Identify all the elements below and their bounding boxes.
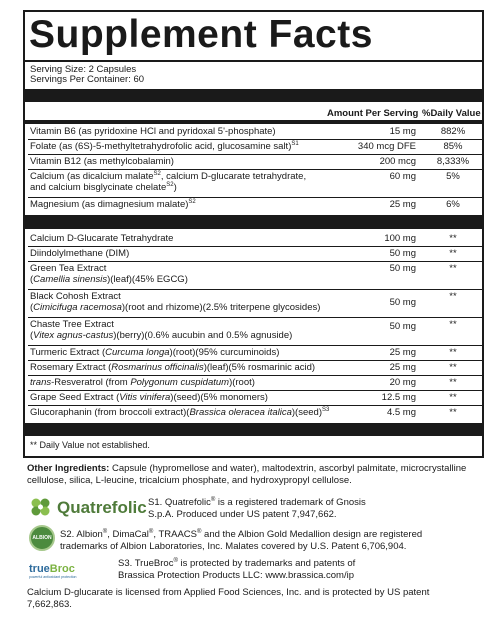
serving-size: Serving Size: 2 Capsules	[30, 64, 137, 75]
nutrient-amount: 60 mg	[389, 171, 416, 182]
title-rule	[25, 60, 482, 62]
nutrient-dv: 882%	[440, 126, 466, 137]
row-divider	[28, 261, 482, 262]
amount-header: Amount Per Serving	[327, 108, 419, 119]
ingredient-dv: **	[449, 248, 457, 259]
thick-rule-mid	[25, 215, 482, 229]
albion-medallion-text: ALBION	[32, 535, 52, 541]
row-divider	[28, 169, 482, 170]
thick-rule-bottom	[25, 423, 482, 436]
ingredient-dv: **	[449, 233, 457, 244]
ingredient-row-black-cohosh	[25, 292, 482, 314]
row-divider	[28, 197, 482, 198]
ingredient-name: Glucoraphanin (from broccoli extract)(Brassica oleracea italica)(seed)$^{S3}$	[30, 406, 330, 418]
nutrient-name: Magnesium (as dimagnesium malate)$^{S2}$	[30, 198, 196, 210]
row-divider	[28, 360, 482, 361]
nutrient-name: Vitamin B12 (as methylcobalamin)	[30, 156, 174, 167]
ingredient-amount: 25 mg	[389, 362, 416, 373]
ingredient-name: Green Tea Extract (Camellia sinensis)(leaf)(45% EGCG)	[30, 263, 188, 285]
ingredient-amount: 50 mg	[389, 321, 416, 332]
ingredient-dv: **	[449, 377, 457, 388]
ingredient-name: Turmeric Extract (Curcuma longa)(root)(95% curcuminoids)	[30, 347, 280, 358]
nutrient-name: Vitamin B6 (as pyridoxine HCl and pyridoxal 5'-phosphate)	[30, 126, 276, 137]
nutrient-dv: 6%	[446, 199, 460, 210]
ingredient-name: Chaste Tree Extract (Vitex agnus-castus)(berry)(0.6% aucubin and 0.5% agnuside)	[30, 319, 293, 341]
ingredient-amount: 4.5 mg	[386, 407, 416, 418]
nutrient-name: Calcium (as dicalcium malate$^{S2}$, calcium D-glucarate tetrahydrate, and calcium bisglycinate chelate$^{S2}$)	[30, 170, 307, 193]
license-note: Calcium D-glucarate is licensed from Applied Food Sciences, Inc. and is protected by US patent 7,662,863.	[27, 587, 430, 610]
ingredient-dv: **	[449, 291, 457, 302]
ingredient-row-chaste-tree	[25, 320, 482, 342]
ingredient-amount: 50 mg	[389, 248, 416, 259]
ingredient-dv: **	[449, 347, 457, 358]
other-ingredients: Other Ingredients: Capsule (hypromellose and water), maltodextrin, ascorbyl palmitate, microcrystalline cellulose, silica, L-leucine, tricalcium phosphate, and hydroxypropyl cellulose.	[27, 463, 467, 486]
row-divider	[28, 375, 482, 376]
quatrefolic-wordmark: Quatrefolic	[57, 498, 147, 517]
row-divider	[28, 154, 482, 155]
ingredient-name: Grape Seed Extract (Vitis vinifera)(seed)(5% monomers)	[30, 392, 268, 403]
ingredient-name: Rosemary Extract (Rosmarinus officinalis)(leaf)(5% rosmarinic acid)	[30, 362, 316, 373]
footnote-s1: S1. Quatrefolic® is a registered trademark of Gnosis S.p.A. Produced under US patent 7,947,662.	[148, 496, 366, 520]
row-divider	[28, 405, 482, 406]
ingredient-dv: **	[449, 319, 457, 330]
ingredient-amount: 50 mg	[389, 263, 416, 274]
footnote-s2: S2. Albion®, DimaCal®, TRAACS® and the Albion Gold Medallion design are registered trademarks of Albion Laboratories, Inc. Malates covered by U.S. Patent 6,706,904.	[60, 528, 423, 552]
thick-rule-top	[25, 89, 482, 102]
truebroc-logo	[29, 563, 109, 581]
ingredient-amount: 100 mg	[384, 233, 416, 244]
nutrient-amount: 15 mg	[389, 126, 416, 137]
ingredient-amount: 25 mg	[389, 347, 416, 358]
ingredient-name: Diindolylmethane (DIM)	[30, 248, 130, 259]
dv-footnote: ** Daily Value not established.	[30, 440, 150, 450]
clover-icon	[29, 497, 53, 517]
truebroc-tagline: powerful antioxidant protection	[29, 575, 77, 579]
ingredient-name: Calcium D-Glucarate Tetrahydrate	[30, 233, 174, 244]
row-divider	[28, 390, 482, 391]
ingredient-row-green-tea	[25, 264, 482, 286]
row-divider	[28, 246, 482, 247]
nutrient-amount: 200 mcg	[379, 156, 416, 167]
dv-header: %Daily Value	[422, 108, 481, 119]
servings-per-container: Servings Per Container: 60	[30, 74, 145, 85]
footnote-s3: S3. TrueBroc® is protected by trademarks and patents of Brassica Protection Products LLC: www.brassica.com/ip	[118, 557, 356, 581]
row-divider	[28, 345, 482, 346]
ingredient-amount: 50 mg	[389, 297, 416, 308]
truebroc-wordmark: trueBroc	[29, 563, 75, 575]
panel-title: Supplement Facts	[29, 13, 373, 56]
ingredient-dv: **	[449, 392, 457, 403]
albion-medallion-logo	[29, 525, 55, 551]
ingredient-dv: **	[449, 407, 457, 418]
nutrient-dv: 85%	[443, 141, 463, 152]
ingredient-name: Black Cohosh Extract (Cimicifuga racemosa)(root and rhizome)(2.5% triterpene glycosides)	[30, 291, 321, 313]
nutrient-row-calcium	[25, 172, 482, 194]
row-divider	[28, 317, 482, 318]
supplement-facts-panel	[23, 10, 484, 458]
row-divider	[28, 139, 482, 140]
ingredient-amount: 20 mg	[389, 377, 416, 388]
ingredient-name: trans-Resveratrol (from Polygonum cuspidatum)(root)	[30, 377, 255, 388]
nutrient-amount: 340 mcg DFE	[357, 141, 416, 152]
quatrefolic-logo	[29, 497, 149, 517]
row-divider	[28, 289, 482, 290]
nutrient-dv: 5%	[446, 171, 460, 182]
nutrient-amount: 25 mg	[389, 199, 416, 210]
ingredient-amount: 12.5 mg	[381, 392, 416, 403]
ingredient-dv: **	[449, 362, 457, 373]
header-rule	[25, 120, 482, 124]
ingredient-dv: **	[449, 263, 457, 274]
nutrient-dv: 8,333%	[436, 156, 470, 167]
nutrient-name: Folate (as (6S)-5-methyltetrahydrofolic acid, glucosamine salt)$^{S1}$	[30, 140, 299, 152]
